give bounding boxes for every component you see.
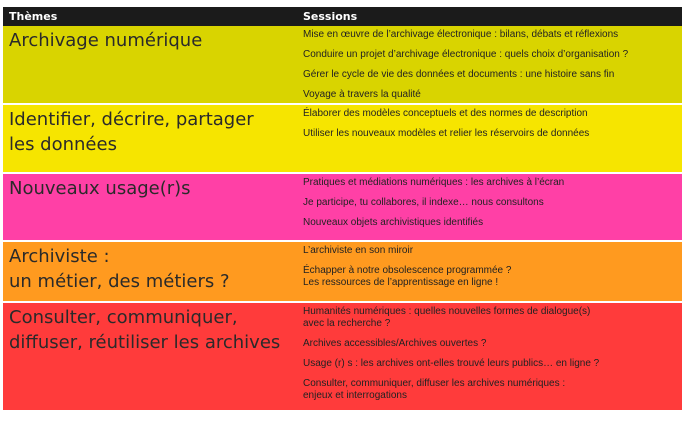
session-text: L’archiviste en son miroir: [303, 245, 414, 256]
theme-title-line: Archiviste :: [9, 246, 110, 267]
session-list: [303, 242, 682, 301]
table-header: [3, 7, 682, 26]
theme-title: [3, 242, 303, 301]
session-item: [303, 265, 678, 289]
session-text: Gérer le cycle de vie des données et documents : une histoire sans fin: [303, 69, 615, 80]
session-text: Archives accessibles/Archives ouvertes ?: [303, 338, 487, 349]
session-text: Élaborer des modèles conceptuels et des normes de description: [303, 108, 588, 119]
session-list: [303, 303, 682, 410]
session-item: [303, 358, 678, 370]
session-item: [303, 338, 678, 350]
session-text: Mise en œuvre de l’archivage électronique : bilans, débats et réflexions: [303, 29, 619, 40]
session-item: [303, 89, 678, 101]
session-item: [303, 245, 678, 257]
session-list: [303, 26, 682, 103]
session-item: [303, 217, 678, 229]
theme-title-line: Consulter, communiquer,: [9, 307, 238, 328]
theme-title: [3, 174, 303, 240]
theme-title-line: Archivage numérique: [9, 30, 203, 51]
theme-row-archivage: [3, 26, 682, 103]
theme-title: [3, 26, 303, 103]
session-item: [303, 108, 678, 120]
theme-row-archiviste: [3, 240, 682, 301]
session-item: [303, 69, 678, 81]
theme-title: [3, 303, 303, 410]
session-text: Consulter, communiquer, diffuser les archives numériques :: [303, 378, 566, 389]
session-text: Humanités numériques : quelles nouvelles formes de dialogue(s): [303, 306, 591, 317]
session-text: avec la recherche ?: [303, 318, 391, 329]
session-list: [303, 105, 682, 172]
header-themes: Thèmes: [9, 10, 58, 23]
session-text: Nouveaux objets archivistiques identifiés: [303, 217, 484, 228]
theme-row-identifier: [3, 103, 682, 172]
session-list: [303, 174, 682, 240]
theme-title-line: Identifier, décrire, partager: [9, 109, 254, 130]
session-item: [303, 378, 678, 402]
theme-row-usagers: [3, 172, 682, 240]
session-item: [303, 49, 678, 61]
session-text: Les ressources de l’apprentissage en ligne !: [303, 277, 499, 288]
header-sessions: Sessions: [303, 10, 358, 23]
theme-title-line: les données: [9, 134, 117, 155]
session-item: [303, 306, 678, 330]
theme-title-line: Nouveaux usage(r)s: [9, 178, 191, 199]
session-text: Voyage à travers la qualité: [303, 89, 421, 100]
session-text: Conduire un projet d’archivage électronique : quels choix d’organisation ?: [303, 49, 629, 60]
session-item: [303, 29, 678, 41]
session-item: [303, 177, 678, 189]
session-item: [303, 128, 678, 140]
session-text: Échapper à notre obsolescence programmée ?: [303, 265, 512, 276]
theme-title-line: diffuser, réutiliser les archives: [9, 332, 281, 353]
session-text: Utiliser les nouveaux modèles et relier les réservoirs de données: [303, 128, 590, 139]
theme-title-line: un métier, des métiers ?: [9, 271, 230, 292]
themes-sessions-table: [3, 7, 682, 410]
session-text: Usage (r) s : les archives ont-elles trouvé leurs publics… en ligne ?: [303, 358, 600, 369]
session-text: enjeux et interrogations: [303, 390, 407, 401]
theme-title: [3, 105, 303, 172]
session-item: [303, 197, 678, 209]
session-text: Pratiques et médiations numériques : les archives à l’écran: [303, 177, 565, 188]
session-text: Je participe, tu collabores, il indexe… nous consultons: [303, 197, 544, 208]
theme-row-consulter: [3, 301, 682, 410]
